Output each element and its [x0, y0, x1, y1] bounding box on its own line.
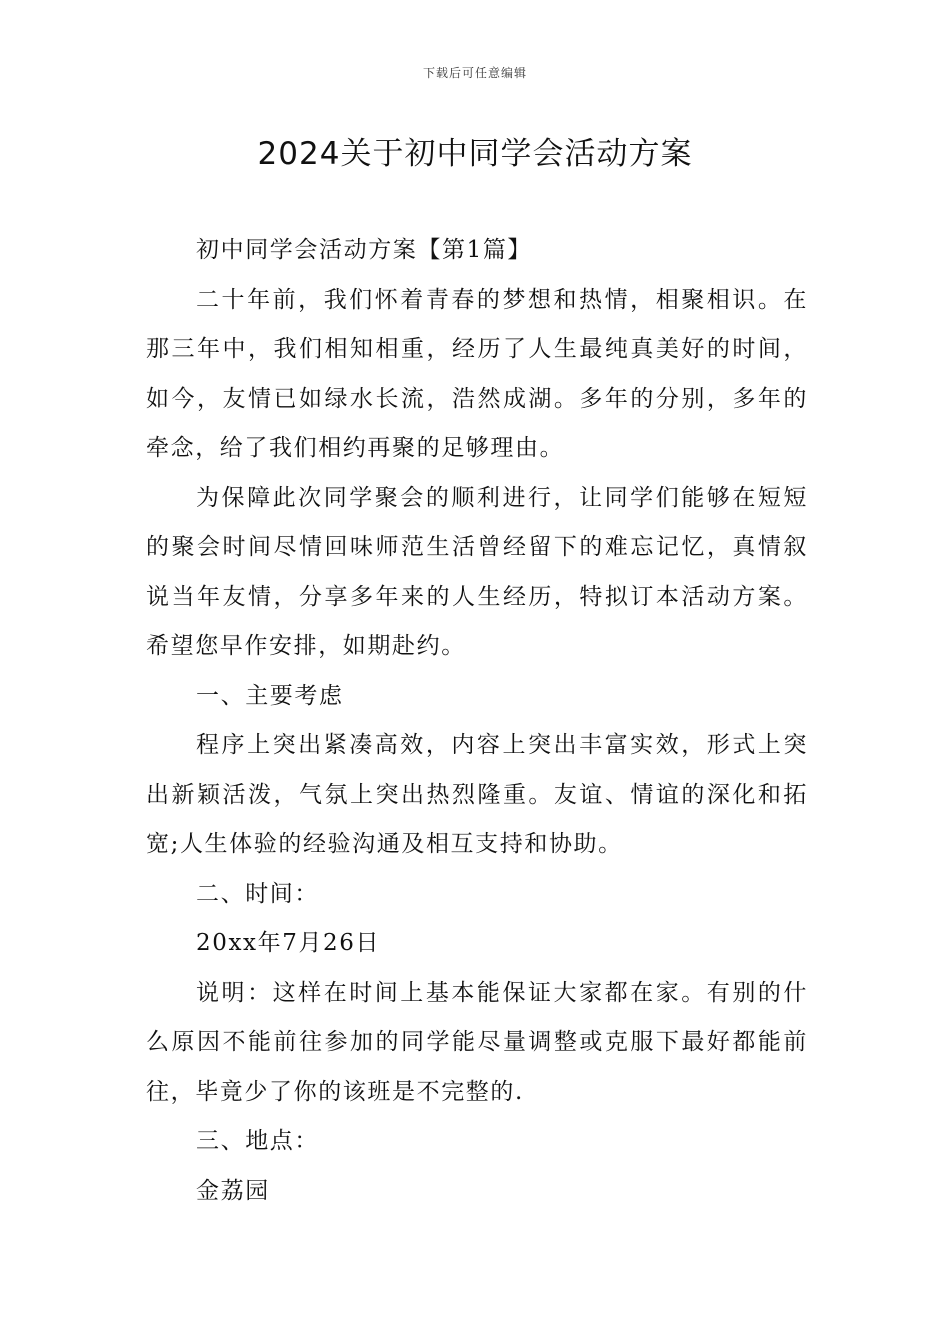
header-note: 下载后可任意编辑 — [422, 66, 527, 80]
heading-main-considerations: 一、主要考虑 — [196, 682, 344, 709]
paragraph-time-note: 说明：这样在时间上基本能保证大家都在家。有别的什么原因不能前往参加的同学能尽量调整或克服下最好都能前往，毕竟少了你的该班是不完整的. — [146, 979, 808, 1105]
heading-time: 二、时间： — [196, 880, 319, 907]
paragraph-intro: 二十年前，我们怀着青春的梦想和热情，相聚相识。在那三年中，我们相知相重，经历了人生最纯真美好的时间，如今，友情已如绿水长流，浩然成湖。多年的分别，多年的牵念，给了我们相约再聚的足够理由。 — [146, 286, 808, 461]
paragraph-purpose: 为保障此次同学聚会的顺利进行，让同学们能够在短短的聚会时间尽情回味师范生活曾经留下的难忘记忆，真情叙说当年友情，分享多年来的人生经历，特拟订本活动方案。希望您早作安排，如期赴约。 — [146, 484, 808, 659]
document-title: 2024关于初中同学会活动方案 — [257, 136, 693, 172]
paragraph-date: 20xx年7月26日 — [196, 930, 381, 956]
heading-location: 三、地点： — [196, 1128, 319, 1154]
paragraph-considerations: 程序上突出紧凑高效，内容上突出丰富实效，形式上突出新颖活泼，气氛上突出热烈隆重。友谊、情谊的深化和拓宽;人生体验的经验沟通及相互支持和协助。 — [146, 732, 808, 857]
section-heading-part1: 初中同学会活动方案【第1篇】 — [196, 237, 533, 263]
paragraph-location: 金荔园 — [196, 1177, 270, 1204]
document-body — [146, 226, 808, 1216]
